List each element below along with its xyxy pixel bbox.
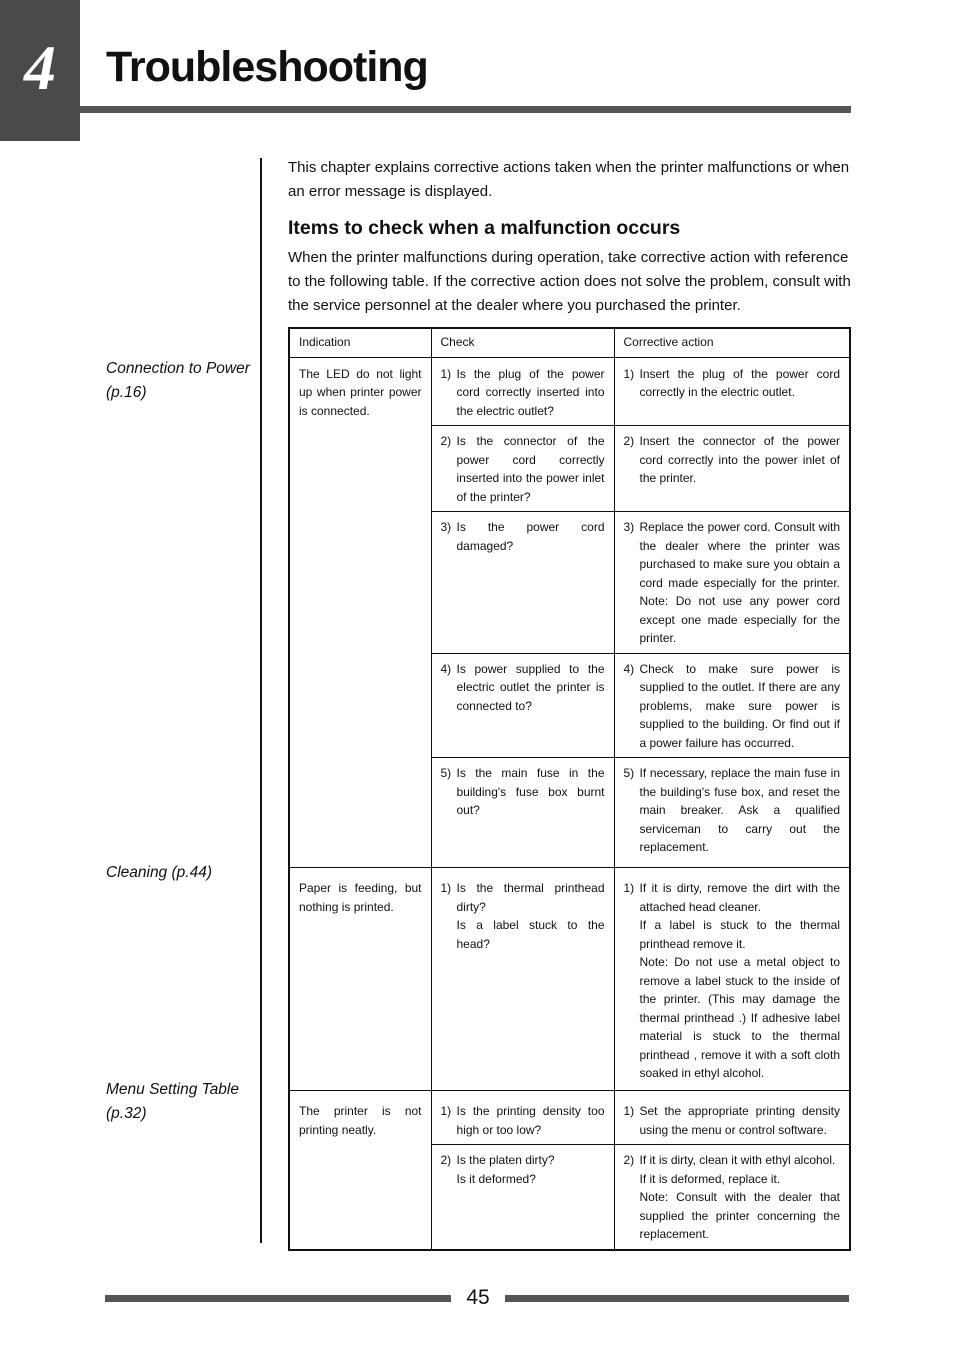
check-cell: 1) Is the printing density too high or too low? <box>431 1091 614 1145</box>
action-cell: 4) Check to make sure power is supplied to the outlet. If there are any problems, make sure power is supplied to the building. Or find out if a power failure has occurred. <box>614 653 850 758</box>
page-number: 45 <box>466 1286 490 1309</box>
chapter-tab-rule <box>0 137 80 141</box>
check-cell: 1) Is the thermal printhead dirty? Is a label stuck to the head? <box>431 868 614 1091</box>
indication-cell: The printer is not printing neatly. <box>289 1091 431 1250</box>
check-cell: 1) Is the plug of the power cord correctly inserted into the electric outlet? <box>431 357 614 426</box>
header-action: Corrective action <box>614 328 850 357</box>
chapter-number: 4 <box>24 32 56 103</box>
action-cell: 1) Set the appropriate printing density using the menu or control software. <box>614 1091 850 1145</box>
footer-rule-left <box>105 1295 451 1302</box>
troubleshooting-table <box>288 327 851 1251</box>
check-cell: 5) Is the main fuse in the building's fuse box burnt out? <box>431 758 614 868</box>
action-cell: 3) Replace the power cord. Consult with the dealer where the printer was purchased to make sure you obtain a cord made especially for the printer. Note: Do not use any power cord except one made especially for the printer. <box>614 512 850 654</box>
action-cell: 1) If it is dirty, remove the dirt with the attached head cleaner. If a label is stuck to the thermal printhead remove it. Note: Do not use a metal object to remove a label stuck to the inside of the printer. (This may damage the thermal printhead .) If adhesive label material is stuck to the thermal printhead , remove it with a soft cloth soaked in ethyl alcohol. <box>614 868 850 1091</box>
page-title: Troubleshooting <box>106 43 428 91</box>
table-header-row <box>289 328 850 357</box>
header-check: Check <box>431 328 614 357</box>
check-cell: 3) Is the power cord damaged? <box>431 512 614 654</box>
check-cell: 4) Is power supplied to the electric outlet the printer is connected to? <box>431 653 614 758</box>
indication-cell: The LED do not light up when printer power is connected. <box>289 357 431 868</box>
table-row <box>289 1091 850 1145</box>
check-cell: 2) Is the connector of the power cord correctly inserted into the power inlet of the printer? <box>431 426 614 512</box>
action-cell: 1) Insert the plug of the power cord correctly in the electric outlet. <box>614 357 850 426</box>
section-paragraph: When the printer malfunctions during operation, take corrective action with reference to the following table. If the corrective action does not solve the problem, consult with the service personnel at the dealer where you purchased the printer. <box>288 249 851 314</box>
section-heading: Items to check when a malfunction occurs <box>288 217 681 239</box>
intro-paragraph: This chapter explains corrective actions taken when the printer malfunctions or when an error message is displayed. <box>288 159 850 200</box>
table-row <box>289 868 850 1091</box>
action-cell: 2) If it is dirty, clean it with ethyl alcohol. If it is deformed, replace it. Note: Consult with the dealer that supplied the printer concerning the replacement. <box>614 1145 850 1250</box>
side-ref-cleaning: Cleaning (p.44) <box>106 864 212 881</box>
header-indication: Indication <box>289 328 431 357</box>
action-cell: 5) If necessary, replace the main fuse in the building's fuse box, and reset the main breaker. Ask a qualified serviceman to carry out the replacement. <box>614 758 850 868</box>
margin-divider <box>260 158 262 1243</box>
side-ref-menu: Menu Setting Table (p.32) <box>106 1081 239 1122</box>
check-cell: 2) Is the platen dirty? Is it deformed? <box>431 1145 614 1250</box>
indication-cell: Paper is feeding, but nothing is printed. <box>289 868 431 1091</box>
action-cell: 2) Insert the connector of the power cord correctly into the power inlet of the printer. <box>614 426 850 512</box>
side-ref-power: Connection to Power (p.16) <box>106 360 250 401</box>
table-row <box>289 357 850 426</box>
footer-rule-right <box>505 1295 849 1302</box>
title-rule <box>80 106 851 113</box>
